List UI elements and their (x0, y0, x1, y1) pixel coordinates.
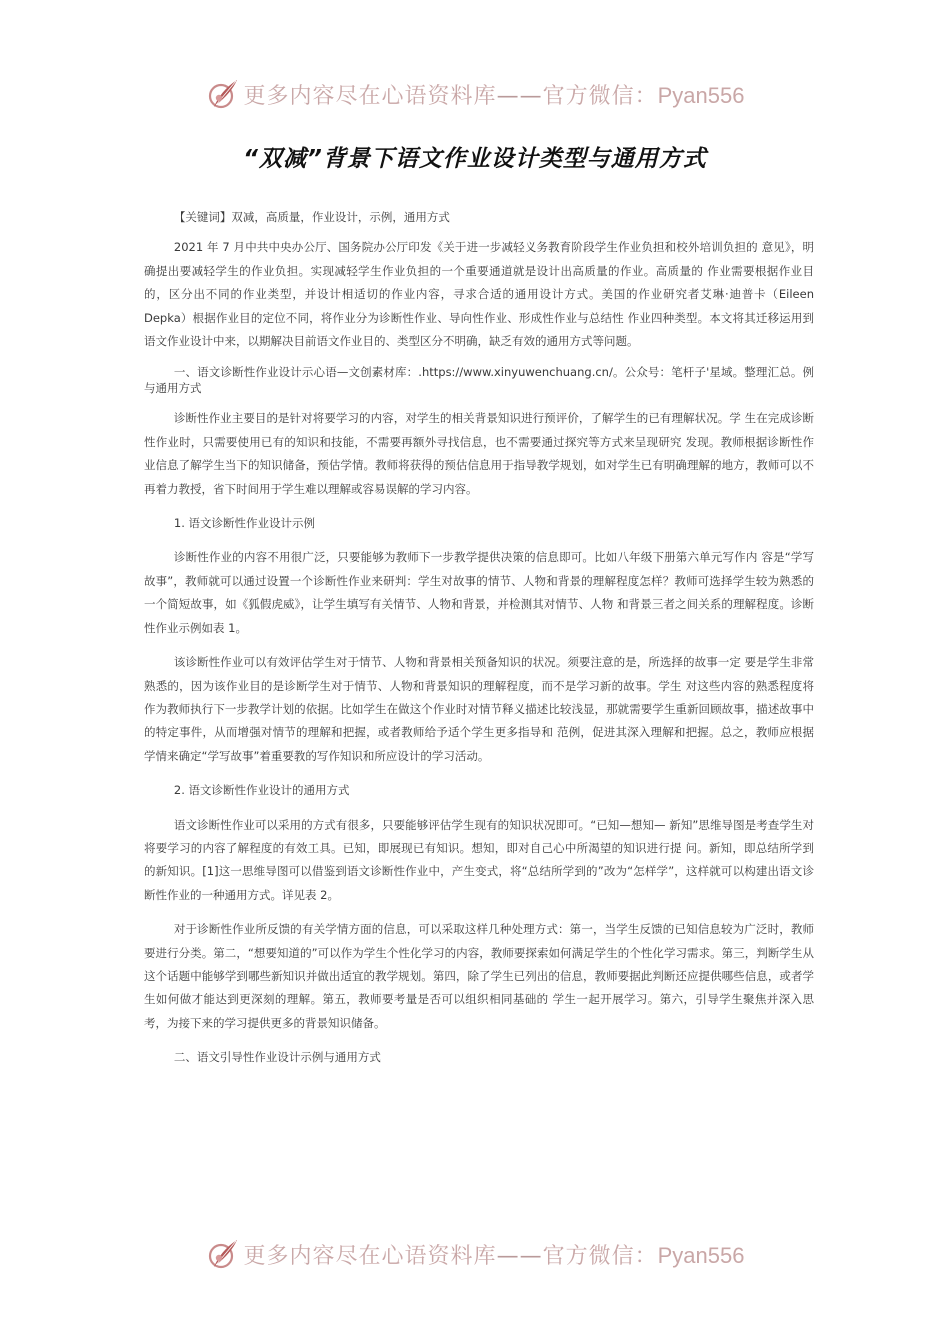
banner-text: 更多内容尽在心语资料库——官方微信：Pyan556 (243, 82, 745, 109)
subsection-1-paragraph-2: 该诊断性作业可以有效评估学生对于情节、人物和背景相关预备知识的状况。须要注意的是，所选择的故事一定 要是学生非常熟悉的，因为该作业目的是诊断学生对于情节、人物和背景知识的理解程度，而不是学习新的故事。学生 对这些内容的熟悉程度将作为教师执行下一步教学计划的依据。比如学生在做这个作业时对情节释义描述比较浅显，那就需要学生重新回顾故事，描述故事中的特定事件，从而增强对情节的理解和把握，或者教师给予适个学生更多指导和 范例，促进其深入理解和把握。总之，教师应根据学情来确定“学写故事”着重要教的写作知识和所应设计的学习活动。 (144, 655, 814, 763)
subsection-1-heading: 1. 语文诊断性作业设计示例 (173, 516, 316, 531)
section-1-paragraph: 诊断性作业主要目的是针对将要学习的内容，对学生的相关背景知识进行预评价，了解学生的已有理解状况。学 生在完成诊断性作业时，只需要使用已有的知识和技能，不需要再额外寻找信息，也不需要通过探究等方式来呈现研究 发现。教师根据诊断性作业信息了解学生当下的知识储备，预估学情。教师将获得的预估信息用于指导教学规划，如对学生已有明确理解的地方，教师可以不再着力教授，省下时间用于学生难以理解或容易误解的学习内容。 (144, 411, 814, 496)
document-body (144, 206, 814, 1070)
section-1-heading: 一、语文诊断性作业设计示心语—文创素材库：.https://www.xinyuwenchuang.cn/。公众号：笔杆子'星域。整理汇总。例与通用方式 (144, 365, 814, 396)
intro-paragraph: 2021 年 7 月中共中央办公厅、国务院办公厅印发《关于进一步减轻义务教育阶段学生作业负担和校外培训负担的 意见》，明确提出要减轻学生的作业负担。实现减轻学生作业负担的一个重要通道就是设计出高质量的作业。高质量的 作业需要根据作业目的，区分出不同的作业类型，并设计相适切的作业内容，寻求合适的通用设计方式。美国的作业研究者艾琳·迪普卡（Eileen Depka）根据作业目的定位不同，将作业分为诊断性作业、导向性作业、形成性作业与总结性 作业四种类型。本文将其迁移运用到语文作业设计中来，以期解决目前语文作业目的、类型区分不明确，缺乏有效的通用方式等问题。 (144, 240, 814, 349)
header-watermark-banner (0, 74, 950, 114)
banner-text: 更多内容尽在心语资料库——官方微信：Pyan556 (243, 1242, 745, 1269)
document-title: “双减”背景下语文作业设计类型与通用方式 (243, 146, 707, 172)
subsection-2-paragraph-2: 对于诊断性作业所反馈的有关学情方面的信息，可以采取这样几种处理方式：第一，当学生反馈的已知信息较为广泛时，教师要进行分类。第二，“想要知道的”可以作为学生个性化学习的内容，教师要探索如何满足学生的个性化学习需求。第三，判断学生从这个话题中能够学到哪些新知识并做出适宜的教学规划。第四，除了学生已列出的信息，教师要据此判断还应提供哪些信息，或者学生如何做才能达到更深刻的理解。第五，教师要考量是否可以组织相同基础的 学生一起开展学习。第六，引导学生聚焦并深入思考，为接下来的学习提供更多的背景知识储备。 (144, 922, 814, 1030)
subsection-1-paragraph-1: 诊断性作业的内容不用很广泛，只要能够为教师下一步教学提供决策的信息即可。比如八年级下册第六单元写作内 容是“学写故事”，教师就可以通过设置一个诊断性作业来研判：学生对故事的情节、人物和背景的理解程度怎样？教师可选择学生较为熟悉的一个简短故事，如《狐假虎威》，让学生填写有关情节、人物和背景，并检测其对情节、人物 和背景三者之间关系的理解程度。诊断性作业示例如表 1。 (144, 550, 814, 635)
footer-watermark-banner (0, 1234, 950, 1274)
keywords-line: 【关键词】双减，高质量，作业设计，示例，通用方式 (173, 210, 450, 224)
feather-pen-logo-icon (206, 77, 240, 111)
subsection-2-paragraph-1: 语文诊断性作业可以采用的方式有很多，只要能够评估学生现有的知识状况即可。“已知—想知— 新知”思维导图是考查学生对将要学习的内容了解程度的有效工具。已知，即展现已有知识。想知，即对自己心中所渴望的知识进行提 问。新知，即总结所学到的新知识。[1]这一思维导图可以借鉴到语文诊断性作业中，产生变式，将“总结所学到的”改为“怎样学”，这样就可以构建出语文诊断性作业的一种通用方式。详见表 2。 (144, 817, 814, 902)
feather-pen-logo-icon (206, 1237, 240, 1271)
section-2-heading: 二、语文引导性作业设计示例与通用方式 (173, 1050, 381, 1065)
subsection-2-heading: 2. 语文诊断性作业设计的通用方式 (173, 783, 350, 798)
